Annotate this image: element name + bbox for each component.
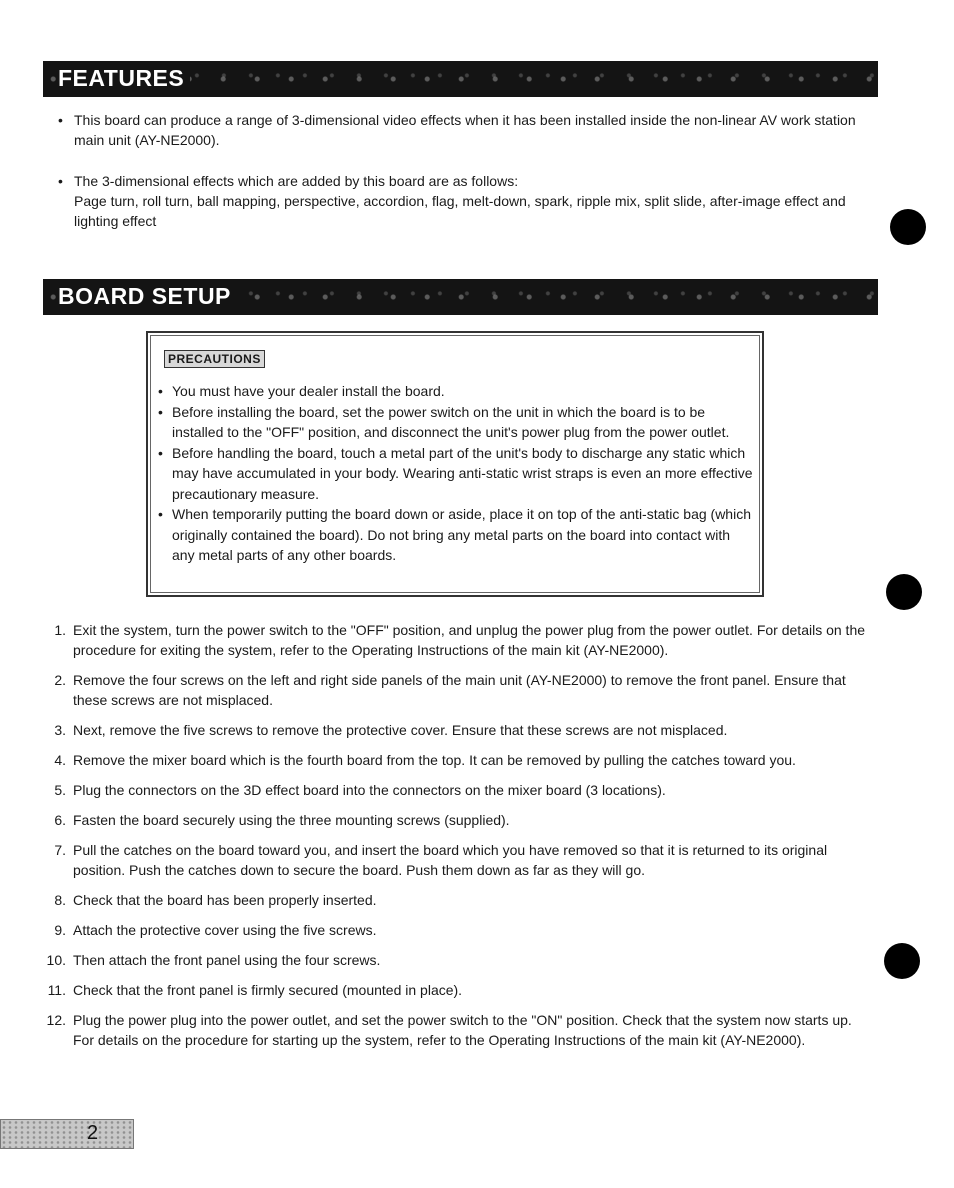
features-title: FEATURES	[58, 65, 190, 92]
features-header-band	[43, 61, 878, 97]
features-bullet-2-list: Page turn, roll turn, ball mapping, perspective, accordion, flag, melt-down, spark, ripple mix, split slide, after-image effect and lighting effect	[74, 193, 846, 229]
step-number: 11.	[47, 982, 66, 998]
features-bullet-2-intro: The 3-dimensional effects which are added by this board are as follows:	[74, 173, 519, 189]
features-bullet-2	[58, 171, 878, 231]
setup-step	[44, 840, 874, 880]
board-setup-title: BOARD SETUP	[58, 283, 237, 310]
step-text: Attach the protective cover using the five screws.	[73, 922, 377, 938]
bullet-dot: •	[58, 173, 63, 189]
setup-step	[44, 720, 874, 740]
step-text: Plug the power plug into the power outlet, and set the power switch to the "ON" position. Check that the system now starts up. For details on the procedure for starting up the system, refer to the Operating Instructions of the main kit (AY-NE2000).	[73, 1012, 852, 1048]
bullet-dot: •	[158, 383, 163, 399]
step-text: Pull the catches on the board toward you, and insert the board which you have removed so that it is returned to its original position. Push the catches down to secure the board. Push them down as far as they will go.	[73, 842, 828, 878]
setup-step	[44, 620, 874, 660]
bullet-dot: •	[158, 444, 163, 461]
step-text: Exit the system, turn the power switch to the "OFF" position, and unplug the power plug from the power outlet. For details on the procedure for exiting the system, refer to the Operating Instructions of the main kit (AY-NE2000).	[73, 622, 866, 658]
precautions-label: PRECAUTIONS	[164, 350, 265, 368]
step-number: 12.	[46, 1012, 66, 1028]
page-number-tab	[0, 1119, 134, 1149]
precaution-text: When temporarily putting the board down or aside, place it on top of the anti-static bag (which originally contained the board). Do not bring any metal parts on the board into contact with any metal parts of any other boards.	[172, 506, 751, 563]
bullet-dot: •	[158, 403, 163, 420]
step-text: Then attach the front panel using the four screws.	[73, 952, 381, 968]
step-number: 6.	[54, 812, 66, 828]
precaution-item	[158, 443, 753, 505]
step-text: Next, remove the five screws to remove the protective cover. Ensure that these screws are not misplaced.	[73, 722, 728, 738]
step-text: Check that the board has been properly inserted.	[73, 892, 377, 908]
setup-step	[44, 980, 874, 1000]
precaution-text: You must have your dealer install the board.	[172, 383, 445, 399]
features-bullet-1	[58, 110, 878, 150]
step-number: 5.	[54, 782, 66, 798]
setup-step	[44, 920, 874, 940]
features-bullet-1-text: This board can produce a range of 3-dimensional video effects when it has been installed inside the non-linear AV work station main unit (AY-NE2000).	[74, 112, 856, 148]
thumb-index-dot	[886, 574, 922, 610]
step-number: 2.	[54, 672, 66, 688]
setup-steps-list	[44, 620, 874, 1060]
setup-step	[44, 670, 874, 710]
precaution-text: Before installing the board, set the power switch on the unit in which the board is to be installed to the "OFF" position, and disconnect the unit's power plug from the power outlet.	[172, 403, 730, 440]
board-setup-header-band	[43, 279, 878, 315]
step-text: Check that the front panel is firmly secured (mounted in place).	[73, 982, 463, 998]
step-text: Remove the mixer board which is the fourth board from the top. It can be removed by pulling the catches toward you.	[73, 752, 796, 768]
precaution-item	[158, 381, 753, 402]
step-text: Plug the connectors on the 3D effect board into the connectors on the mixer board (3 locations).	[73, 782, 666, 798]
step-number: 1.	[54, 622, 66, 638]
step-number: 10.	[46, 952, 66, 968]
bullet-dot: •	[158, 506, 163, 522]
precautions-box	[146, 331, 764, 597]
setup-step	[44, 810, 874, 830]
step-number: 4.	[54, 752, 66, 768]
step-text: Remove the four screws on the left and right side panels of the main unit (AY-NE2000) to remove the front panel. Ensure that these screws are not misplaced.	[73, 672, 846, 708]
precaution-text: Before handling the board, touch a metal part of the unit's body to discharge any static which may have accumulated in your body. Wearing anti-static wrist straps is even an more effective precautionary measure.	[172, 444, 753, 502]
thumb-index-dot	[890, 209, 926, 245]
step-number: 8.	[54, 892, 66, 908]
step-number: 3.	[54, 722, 66, 738]
step-number: 7.	[54, 842, 66, 858]
setup-step	[44, 780, 874, 800]
step-text: Fasten the board securely using the three mounting screws (supplied).	[73, 812, 510, 828]
setup-step	[44, 950, 874, 970]
step-number: 9.	[54, 922, 66, 938]
bullet-dot: •	[58, 112, 63, 128]
setup-step	[44, 750, 874, 770]
thumb-index-dot	[884, 943, 920, 979]
page-number: 2	[87, 1122, 99, 1144]
precaution-item	[158, 504, 753, 566]
precaution-item	[158, 402, 753, 443]
precautions-list	[158, 381, 753, 566]
setup-step	[44, 1010, 874, 1050]
setup-step	[44, 890, 874, 910]
